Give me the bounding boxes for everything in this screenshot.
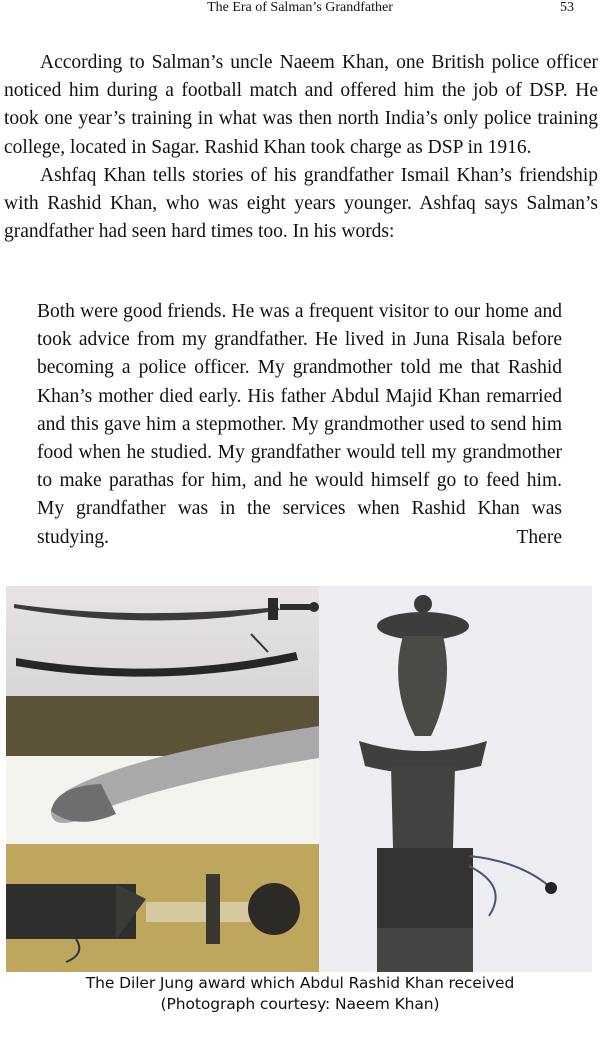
block-quote: Both were good friends. He was a frequent visitor to our home and took advice from my grandfather. He lived in Juna Risala before becoming a police officer. My grandmother told me that Rashid Khan’s mother died early. His father Abdul Majid Khan remarried and this gave him a stepmother. My grandmother used to send him food when he studied. My grandfather would tell my grandmother to make parathas for him, and he would himself go to feed him. My grandfather was in the services when Rashid Khan was studying. There (37, 301, 562, 548)
photo-scabbard-tip (6, 696, 319, 844)
figure-caption (0, 973, 600, 1015)
paragraph-1: According to Salman’s uncle Naeem Khan, one British police officer noticed him during a football match and offered him the job of DSP. He took one year’s training in what was then north India’s only police training college, located in Sagar. Rashid Khan took charge as DSP in 1916. (4, 52, 598, 158)
photo-two-swords (6, 586, 319, 696)
dagger-illustration (319, 586, 592, 972)
paragraph-2: Ashfaq Khan tells stories of his grandfather Ismail Khan’s friendship with Rashid Khan, who was eight years younger. Ashfaq says Salman’s grandfather had seen hard times too. In his words: (4, 164, 598, 243)
caption-line-1: The Diler Jung award which Abdul Rashid Khan received (85, 974, 515, 992)
hilt-closeup-illustration (6, 844, 319, 972)
photo-dagger-closeup (319, 586, 592, 972)
running-head-title: The Era of Salman’s Grandfather (207, 0, 393, 15)
two-swords-illustration (6, 586, 319, 696)
running-head (0, 0, 600, 18)
photo-plate (6, 586, 592, 972)
caption-line-2: (Photograph courtesy: Naeem Khan) (160, 995, 440, 1013)
page-number: 53 (560, 0, 574, 15)
body-text (4, 49, 598, 246)
scabbard-tip-illustration (6, 696, 319, 844)
photo-hilt-closeup (6, 844, 319, 972)
